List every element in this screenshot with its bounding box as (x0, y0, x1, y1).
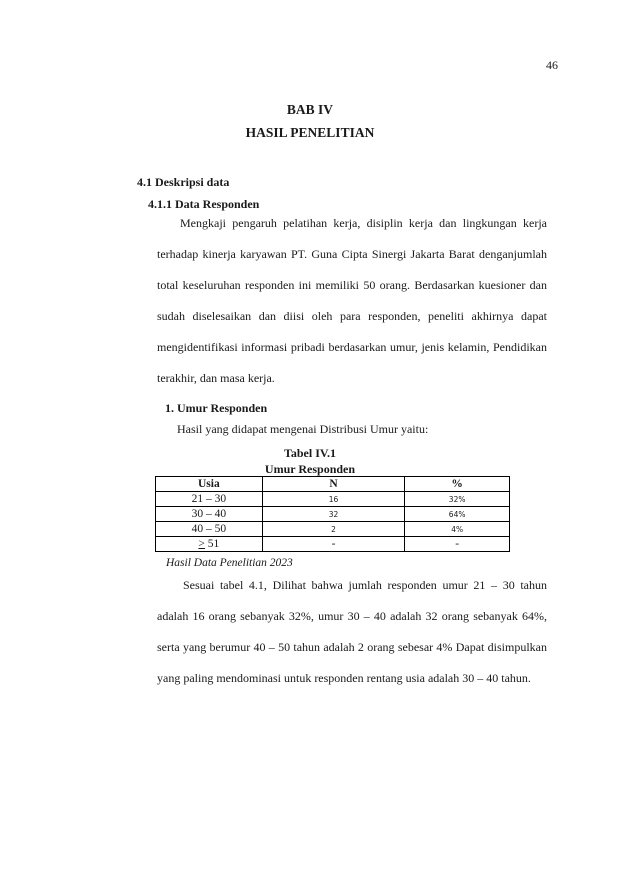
cell-percent: 64% (405, 507, 510, 522)
section-heading: 4.1 Deskripsi data (137, 175, 230, 189)
table-title: Tabel IV.1 (283, 446, 337, 460)
cell-usia: 40 – 50 (156, 522, 263, 537)
cell-usia-value: 51 (204, 538, 220, 550)
cell-percent: 32% (405, 492, 510, 507)
paragraph-table-summary: Sesuai tabel 4.1, Dilihat bahwa jumlah responden umur 21 – 30 tahun adalah 16 orang sebanyak 32%, umur 30 – 40 adalah 32 orang sebanyak 64%, serta yang berumur 40 – 50 tahun adalah 2 orang sebesar 4% Dapat disimpulkan yang paling mendominasi untuk responden rentang usia adalah 30 – 40 tahun. (157, 578, 547, 685)
cell-n: 2 (262, 522, 405, 537)
paragraph-data-responden: Mengkaji pengaruh pelatihan kerja, disiplin kerja dan lingkungan kerja terhadap kinerja karyawan PT. Guna Cipta Sinergi Jakarta Barat denganjumlah total keseluruhan responden ini memiliki 50 orang. Berdasarkan kuesioner dan sudah diselesaikan dan diisi oleh para responden, peneliti akhirnya dapat mengidentifikasi informasi pribadi berdasarkan umur, jenis kelamin, Pendidikan terakhir, dan masa kerja. (157, 216, 547, 385)
cell-percent: - (405, 537, 510, 552)
chapter-subtitle: HASIL PENELITIAN (245, 125, 375, 140)
page-number: 46 (546, 58, 558, 72)
list-item-intro: Hasil yang didapat mengenai Distribusi Umur yaitu: (177, 422, 429, 436)
cell-usia (156, 537, 263, 552)
age-distribution-table (155, 476, 510, 552)
cell-n: - (262, 537, 405, 552)
header-n: N (262, 477, 405, 492)
table-source: Hasil Data Penelitian 2023 (166, 557, 293, 569)
table-subtitle: Umur Responden (264, 462, 356, 476)
table-row (156, 507, 510, 522)
table-row (156, 522, 510, 537)
chapter-title: BAB IV (286, 102, 334, 117)
cell-usia: 30 – 40 (156, 507, 263, 522)
cell-n: 16 (262, 492, 405, 507)
table-row (156, 537, 510, 552)
header-percent: % (405, 477, 510, 492)
cell-percent: 4% (405, 522, 510, 537)
table-row (156, 492, 510, 507)
header-usia: Usia (156, 477, 263, 492)
cell-n: 32 (262, 507, 405, 522)
greater-equal-symbol: > (198, 538, 205, 550)
list-item-title: 1. Umur Responden (165, 401, 268, 415)
table-header-row (156, 477, 510, 492)
subsection-heading: 4.1.1 Data Responden (148, 197, 260, 211)
cell-usia: 21 – 30 (156, 492, 263, 507)
